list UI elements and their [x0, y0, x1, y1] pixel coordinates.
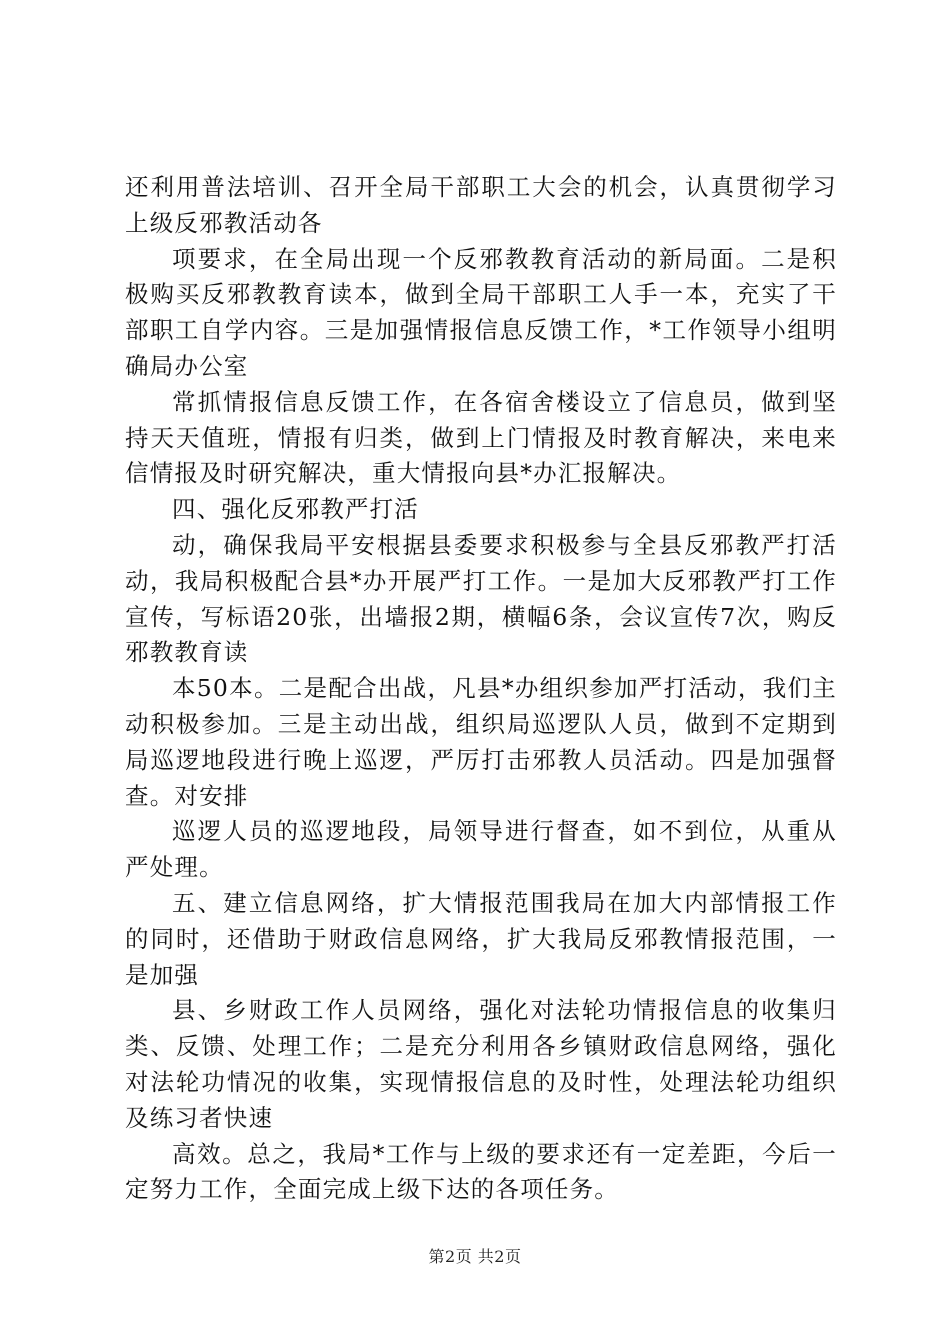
paragraph-3: 常抓情报信息反馈工作，在各宿舍楼设立了信息员，做到坚持天天值班，情报有归类，做到上门情报及时教育解决，来电来信情报及时研究解决，重大情报向县*办汇报解决。 — [125, 387, 837, 488]
paragraph-1: 还利用普法培训、召开全局干部职工大会的机会，认真贯彻学习上级反邪教活动各 — [125, 173, 837, 237]
paragraph-4-heading: 四、强化反邪教严打活 — [172, 495, 419, 524]
paragraph-10: 高效。总之，我局*工作与上级的要求还有一定差距，今后一定努力工作，全面完成上级下达的各项任务。 — [125, 1139, 837, 1204]
paragraph-9: 县、乡财政工作人员网络，强化对法轮功情报信息的收集归类、反馈、处理工作；二是充分利用各乡镇财政信息网络，强化对法轮功情况的收集，实现情报信息的及时性，处理法轮功组织及练习者快速 — [125, 996, 837, 1132]
paragraph-2: 项要求，在全局出现一个反邪教教育活动的新局面。二是积极购买反邪教教育读本，做到全局干部职工人手一本，充实了干部职工自学内容。三是加强情报信息反馈工作，*工作领导小组明确局办公室 — [125, 244, 837, 380]
document-body — [125, 170, 837, 1208]
paragraph-7: 巡逻人员的巡逻地段，局领导进行督查，如不到位，从重从严处理。 — [125, 817, 837, 882]
paragraph-6: 本50本。二是配合出战，凡县*办组织参加严打活动，我们主动积极参加。三是主动出战，组织局巡逻队人员，做到不定期到局巡逻地段进行晚上巡逻，严厉打击邪教人员活动。四是加强督查。对安排 — [125, 674, 837, 810]
page-number-footer: 第2页 共2页 — [428, 1247, 522, 1266]
paragraph-8: 五、建立信息网络，扩大情报范围我局在加大内部情报工作的同时，还借助于财政信息网络，扩大我局反邪教情报范围，一是加强 — [125, 888, 837, 989]
paragraph-5: 动，确保我局平安根据县委要求积极参与全县反邪教严打活动，我局积极配合县*办开展严打工作。一是加大反邪教严打工作宣传，写标语20张，出墙报2期，横幅6条，会议宣传7次，购反邪教教育读 — [125, 530, 837, 667]
